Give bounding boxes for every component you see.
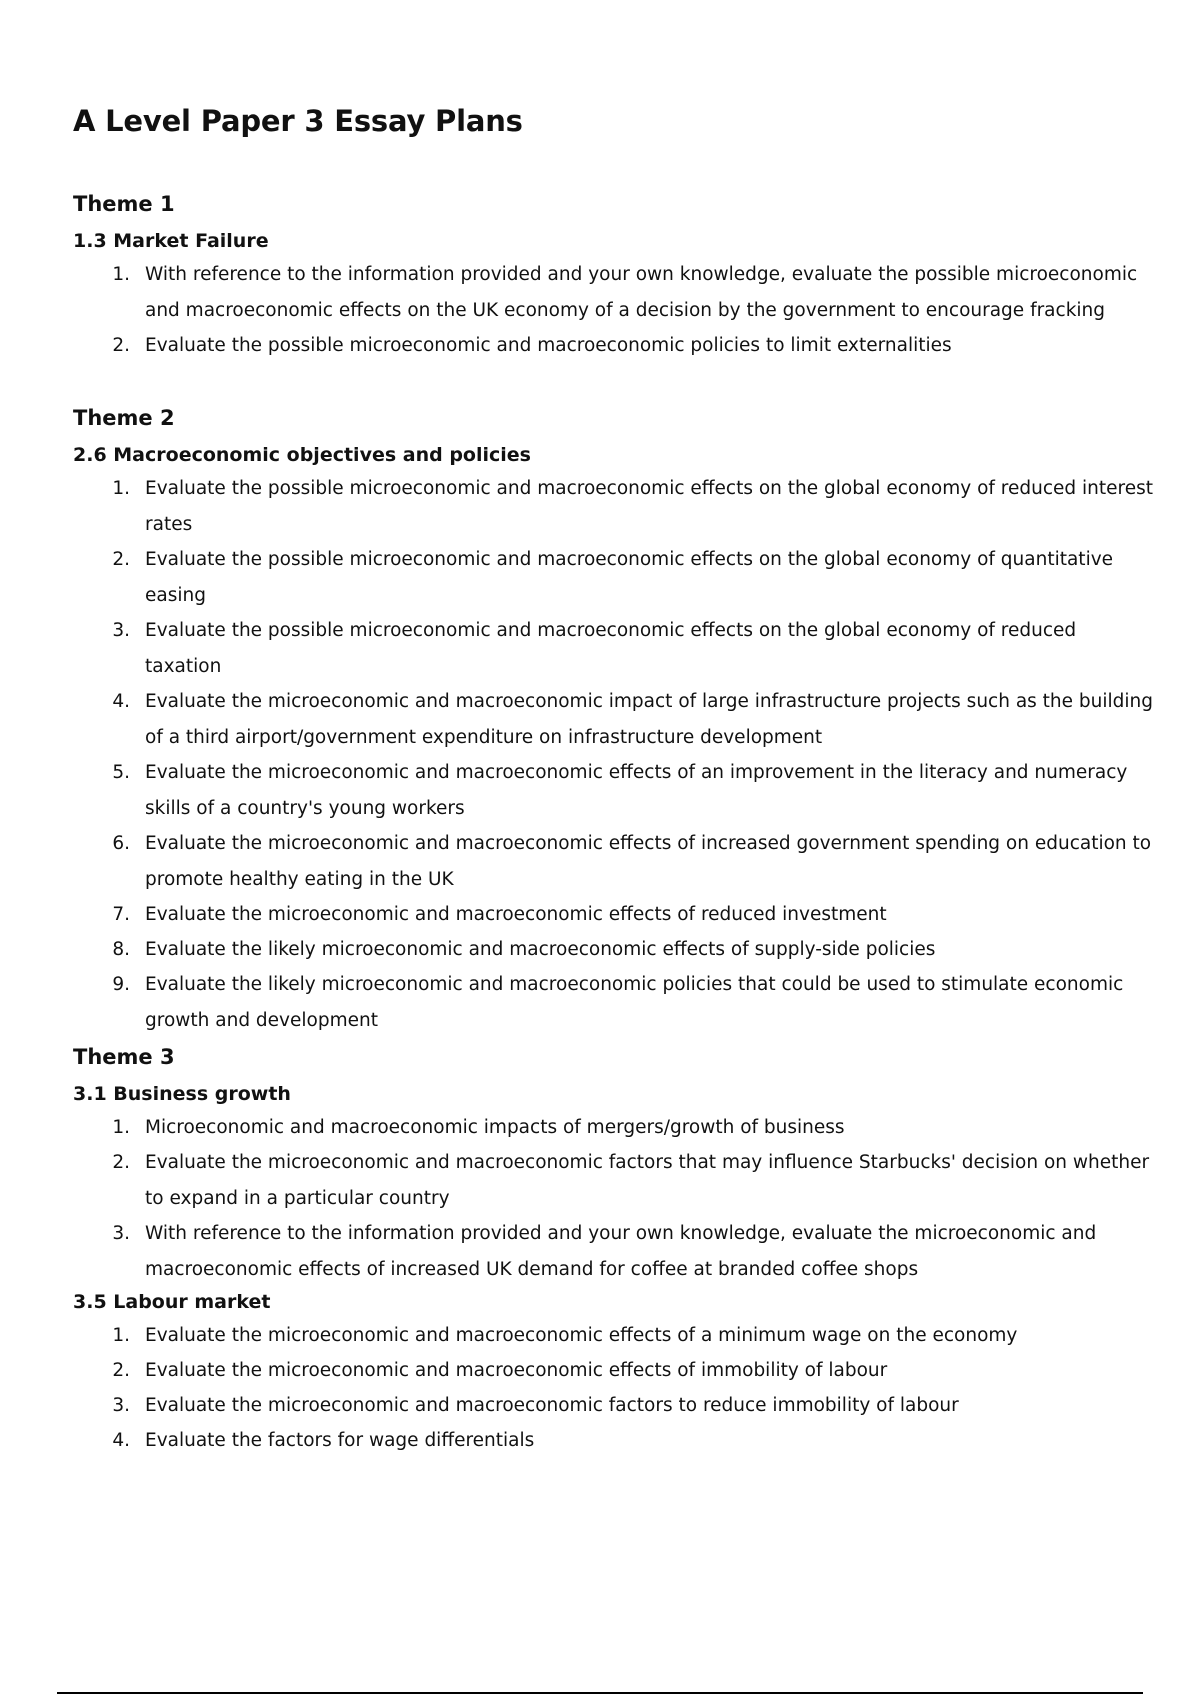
theme-heading: Theme 3 (73, 1045, 175, 1069)
list-item-text: Evaluate the possible microeconomic and macroeconomic effects on the global economy of reduced taxation (145, 619, 1077, 677)
list-item (73, 471, 1153, 543)
list-item-number: 4. (112, 1429, 130, 1451)
theme-1 (73, 192, 1153, 367)
list-item-number: 3. (112, 619, 130, 641)
list-item (73, 613, 1153, 685)
list-item (73, 1110, 1153, 1146)
list-item-text: Evaluate the microeconomic and macroeconomic effects of reduced investment (145, 903, 887, 925)
section-heading-macroeconomic-objectives: 2.6 Macroeconomic objectives and policies (73, 444, 531, 467)
list-item-text: Evaluate the possible microeconomic and macroeconomic policies to limit externalities (145, 334, 952, 356)
list-item-number: 9. (112, 973, 130, 995)
section-heading-labour-market: 3.5 Labour market (73, 1290, 271, 1313)
theme-heading: Theme 1 (73, 192, 175, 216)
list-item-number: 1. (112, 477, 130, 499)
list-item (73, 257, 1153, 329)
list-item (73, 897, 1153, 933)
list-item (73, 1145, 1153, 1217)
list-item-number: 1. (112, 1116, 130, 1138)
theme-3 (73, 1045, 1153, 1462)
list-item-text: Evaluate the microeconomic and macroeconomic factors to reduce immobility of labour (145, 1394, 959, 1416)
list-item-text: Microeconomic and macroeconomic impacts of mergers/growth of business (145, 1116, 845, 1138)
list-item-number: 7. (112, 903, 130, 925)
theme-heading: Theme 2 (73, 406, 175, 430)
list-item (73, 328, 1153, 364)
question-list (73, 1318, 1153, 1459)
question-list (73, 257, 1153, 364)
list-item-number: 1. (112, 263, 130, 285)
list-item (73, 967, 1153, 1039)
page-title: A Level Paper 3 Essay Plans (73, 104, 523, 138)
question-list (73, 471, 1153, 1039)
list-item-text: Evaluate the likely microeconomic and macroeconomic effects of supply-side policies (145, 938, 936, 960)
list-item (73, 1388, 1153, 1424)
list-item-number: 4. (112, 690, 130, 712)
theme-2 (73, 406, 1153, 1042)
list-item (73, 684, 1153, 756)
list-item-text: Evaluate the microeconomic and macroeconomic effects of increased government spending on education to promote healthy eating in the UK (145, 832, 1152, 890)
list-item (73, 932, 1153, 968)
list-item-text: Evaluate the microeconomic and macroeconomic factors that may influence Starbucks' decision on whether to expand in a particular country (145, 1151, 1150, 1209)
list-item-text: With reference to the information provided and your own knowledge, evaluate the microeconomic and macroeconomic effects of increased UK demand for coffee at branded coffee shops (145, 1222, 1097, 1280)
list-item (73, 826, 1153, 898)
list-item-text: Evaluate the microeconomic and macroeconomic effects of a minimum wage on the economy (145, 1324, 1018, 1346)
list-item-text: With reference to the information provided and your own knowledge, evaluate the possible microeconomic and macroeconomic effects on the UK economy of a decision by the government to encourage fracking (145, 263, 1138, 321)
list-item-number: 2. (112, 548, 130, 570)
list-item (73, 755, 1153, 827)
list-item (73, 542, 1153, 614)
list-item-number: 6. (112, 832, 130, 854)
question-list (73, 1110, 1153, 1288)
footer-divider (57, 1692, 1143, 1694)
list-item-text: Evaluate the possible microeconomic and macroeconomic effects on the global economy of quantitative easing (145, 548, 1114, 606)
section-heading-business-growth: 3.1 Business growth (73, 1083, 291, 1106)
list-item-number: 1. (112, 1324, 130, 1346)
list-item-text: Evaluate the likely microeconomic and macroeconomic policies that could be used to stimulate economic growth and development (145, 973, 1124, 1031)
list-item-text: Evaluate the microeconomic and macroeconomic effects of an improvement in the literacy and numeracy skills of a country's young workers (145, 761, 1128, 819)
list-item (73, 1353, 1153, 1389)
list-item-number: 5. (112, 761, 130, 783)
list-item (73, 1423, 1153, 1459)
list-item-number: 8. (112, 938, 130, 960)
list-item (73, 1216, 1153, 1288)
list-item-text: Evaluate the possible microeconomic and macroeconomic effects on the global economy of reduced interest rates (145, 477, 1153, 535)
list-item-text: Evaluate the microeconomic and macroeconomic effects of immobility of labour (145, 1359, 888, 1381)
list-item-number: 2. (112, 1151, 130, 1173)
list-item-text: Evaluate the factors for wage differentials (145, 1429, 535, 1451)
list-item-number: 2. (112, 334, 130, 356)
list-item-number: 3. (112, 1394, 130, 1416)
list-item (73, 1318, 1153, 1354)
list-item-number: 3. (112, 1222, 130, 1244)
list-item-number: 2. (112, 1359, 130, 1381)
list-item-text: Evaluate the microeconomic and macroeconomic impact of large infrastructure projects such as the building of a third airport/government expenditure on infrastructure development (145, 690, 1154, 748)
section-heading-market-failure: 1.3 Market Failure (73, 230, 269, 253)
